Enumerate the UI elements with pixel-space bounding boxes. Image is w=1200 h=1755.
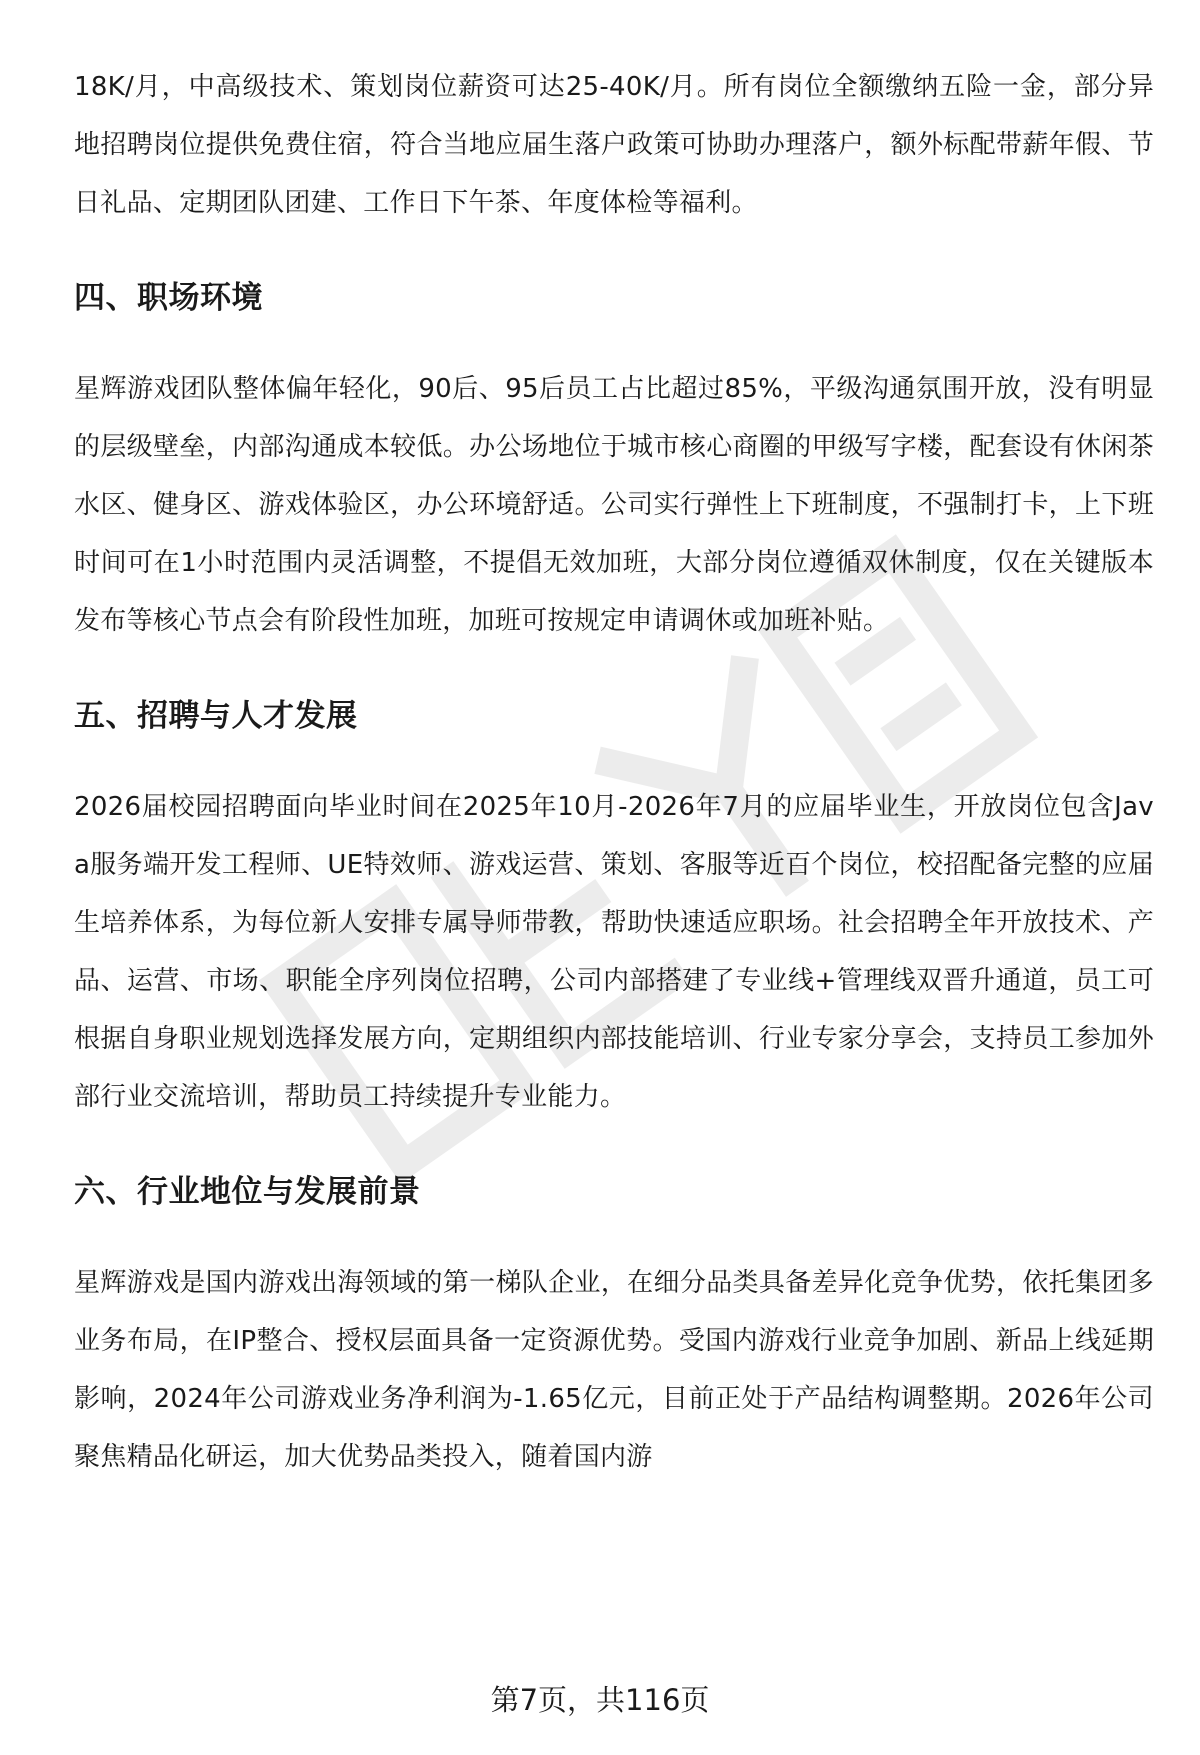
paragraph-industry-position: 星辉游戏是国内游戏出海领域的第一梯队企业，在细分品类具备差异化竞争优势，依托集团多业务布局，在IP整合、授权层面具备一定资源优势。受国内游戏行业竞争加剧、新品上线延期影响，2024年公司游戏业务净利润为-1.65亿元，目前正处于产品结构调整期。2026年公司聚焦精品化研运，加大优势品类投入，随着国内游 (74, 1268, 1154, 1472)
heading-workplace-environment: 四、职场环境 (74, 280, 263, 316)
paragraph-recruitment-development: 2026届校园招聘面向毕业时间在2025年10月-2026年7月的应届毕业生，开放岗位包含Java服务端开发工程师、UE特效师、游戏运营、策划、客服等近百个岗位，校招配备完整的应届生培养体系，为每位新人安排专属导师带教，帮助快速适应职场。社会招聘全年开放技术、产品、运营、市场、职能全序列岗位招聘，公司内部搭建了专业线+管理线双晋升通道，员工可根据自身职业规划选择发展方向，定期组织内部技能培训、行业专家分享会，支持员工参加外部行业交流培训，帮助员工持续提升专业能力。 (74, 792, 1154, 1112)
document-body (74, 58, 1154, 1486)
heading-industry-position: 六、行业地位与发展前景 (74, 1174, 421, 1210)
page-number-footer: 第7页，共116页 (490, 1683, 710, 1717)
heading-recruitment-development: 五、招聘与人才发展 (74, 698, 358, 734)
paragraph-benefits: 18K/月，中高级技术、策划岗位薪资可达25-40K/月。所有岗位全额缴纳五险一金，部分异地招聘岗位提供免费住宿，符合当地应届生落户政策可协助办理落户，额外标配带薪年假、节日礼品、定期团队团建、工作日下午茶、年度体检等福利。 (74, 72, 1154, 218)
paragraph-workplace-environment: 星辉游戏团队整体偏年轻化，90后、95后员工占比超过85%，平级沟通氛围开放，没有明显的层级壁垒，内部沟通成本较低。办公场地位于城市核心商圈的甲级写字楼，配套设有休闲茶水区、健身区、游戏体验区，办公环境舒适。公司实行弹性上下班制度，不强制打卡，上下班时间可在1小时范围内灵活调整，不提倡无效加班，大部分岗位遵循双休制度，仅在关键版本发布等核心节点会有阶段性加班，加班可按规定申请调休或加班补贴。 (74, 374, 1154, 636)
